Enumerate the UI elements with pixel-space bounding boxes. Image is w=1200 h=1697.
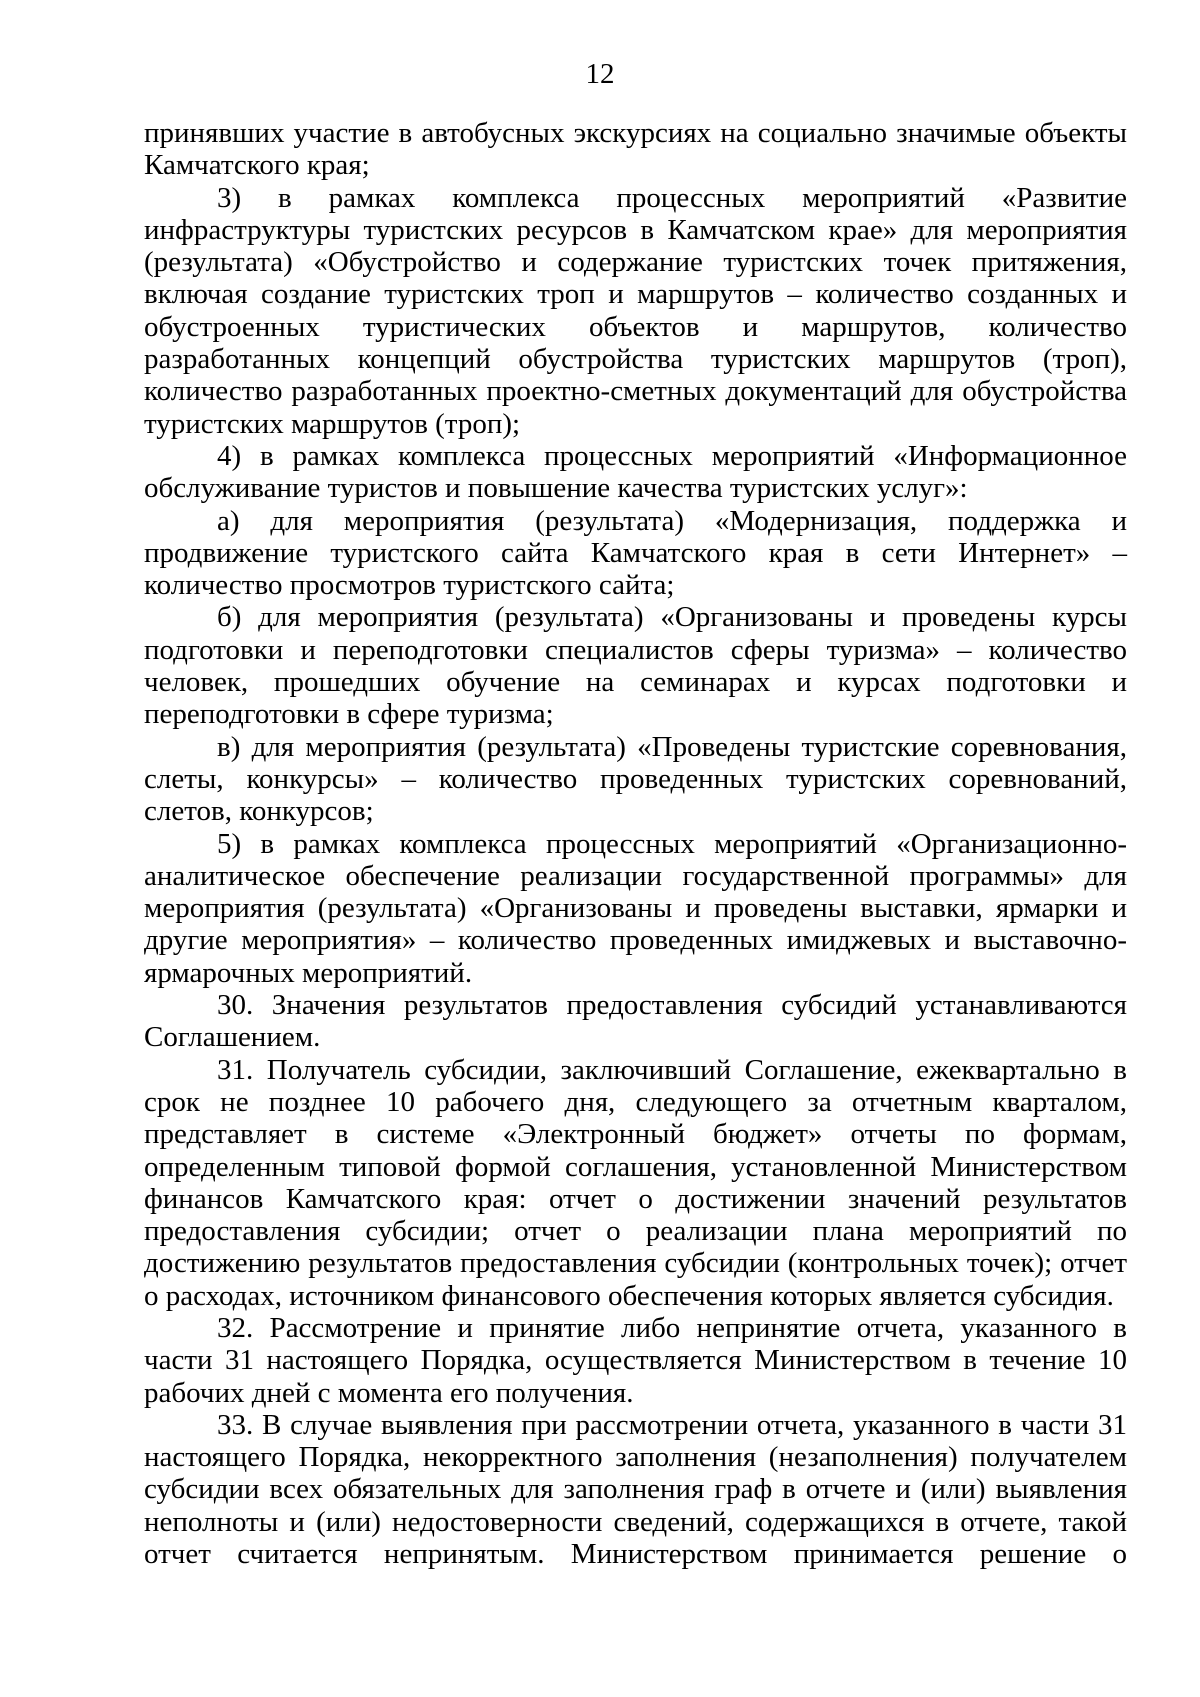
paragraph-subitem-b: б) для мероприятия (результата) «Организованы и проведены курсы подготовки и переподготовки специалистов сферы туризма» – количество человек, прошедших обучение на семинарах и курсах подготовки и переподготовки в сфере туризма;: [144, 601, 1127, 731]
paragraph-clause-31: 31. Получатель субсидии, заключивший Соглашение, ежеквартально в срок не позднее 10 рабочего дня, следующего за отчетным кварталом, представляет в системе «Электронный бюджет» отчеты по формам, определенным типовой формой соглашения, установленной Министерством финансов Камчатского края: отчет о достижении значений результатов предоставления субсидии; отчет о реализации плана мероприятий по достижению результатов предоставления субсидии (контрольных точек); отчет о расходах, источником финансового обеспечения которых является субсидия.: [144, 1053, 1127, 1312]
paragraph-item-4: 4) в рамках комплекса процессных мероприятий «Информационное обслуживание туристов и повышение качества туристских услуг»:: [144, 439, 1127, 505]
paragraph-clause-32: 32. Рассмотрение и принятие либо непринятие отчета, указанного в части 31 настоящего Порядка, осуществляется Министерством в течение 10 рабочих дней с момента его получения.: [144, 1311, 1127, 1409]
page-number: 12: [585, 58, 615, 90]
document-body: [144, 117, 1127, 1570]
paragraph-clause-33: 33. В случае выявления при рассмотрении отчета, указанного в части 31 настоящего Порядка, некорректного заполнения (незаполнения) получателем субсидии всех обязательных для заполнения граф в отчете и (или) выявления неполноты и (или) недостоверности сведений, содержащихся в отчете, такой отчет считается непринятым. Министерством принимается решение о: [144, 1408, 1127, 1571]
paragraph-subitem-a: а) для мероприятия (результата) «Модернизация, поддержка и продвижение туристского сайта Камчатского края в сети Интернет» – количество просмотров туристского сайта;: [144, 504, 1127, 602]
paragraph-clause-30: 30. Значения результатов предоставления субсидий устанавливаются Соглашением.: [144, 989, 1127, 1054]
paragraph-subitem-v: в) для мероприятия (результата) «Проведены туристские соревнования, слеты, конкурсы» – количество проведенных туристских соревнований, слетов, конкурсов;: [144, 730, 1127, 828]
paragraph-item-3: 3) в рамках комплекса процессных мероприятий «Развитие инфраструктуры туристских ресурсов в Камчатском крае» для мероприятия (результата) «Обустройство и содержание туристских точек притяжения, включая создание туристских троп и маршрутов – количество созданных и обустроенных туристических объектов и маршрутов, количество разработанных концепций обустройства туристских маршрутов (троп), количество разработанных проектно-сметных документаций для обустройства туристских маршрутов (троп);: [144, 181, 1127, 440]
paragraph-item-5: 5) в рамках комплекса процессных мероприятий «Организационно-аналитическое обеспечение реализации государственной программы» для мероприятия (результата) «Организованы и проведены выставки, ярмарки и другие мероприятия» – количество проведенных имиджевых и выставочно-ярмарочных мероприятий.: [144, 827, 1127, 989]
paragraph-continuation: принявших участие в автобусных экскурсиях на социально значимые объекты Камчатского края;: [144, 117, 1127, 182]
